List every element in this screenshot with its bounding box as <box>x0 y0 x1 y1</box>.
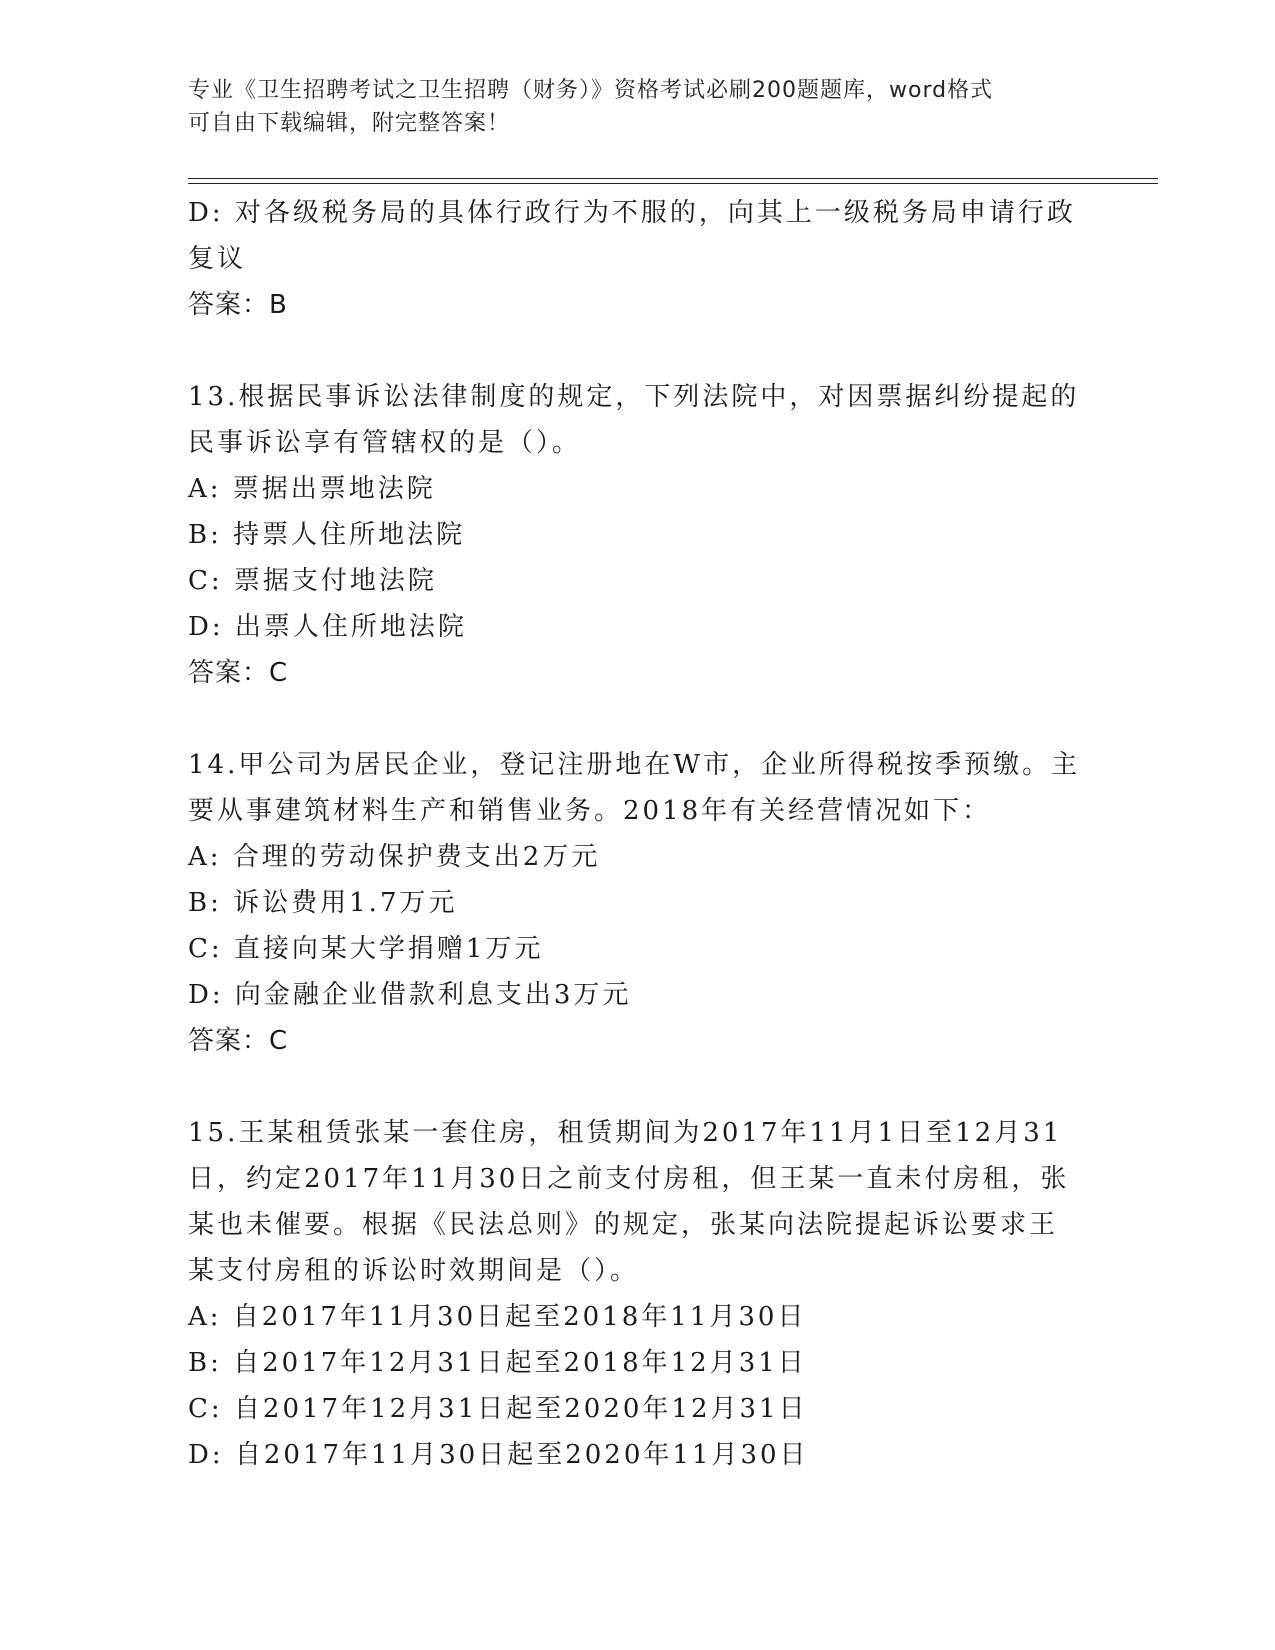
question-14 <box>188 742 1088 1064</box>
question-text-line: 某支付房租的诉讼时效期间是（）。 <box>188 1256 640 1286</box>
option-d: D: 出票人住所地法院 <box>188 612 467 642</box>
header-line-2: 可自由下载编辑，附完整答案！ <box>188 111 511 136</box>
header-rule-top <box>188 178 1158 179</box>
spacer <box>188 696 1088 742</box>
question-text-line: 13.根据民事诉讼法律制度的规定，下列法院中，对因票据纠纷提起的 <box>188 382 1080 412</box>
option-c: C: 自2017年12月31日起至2020年12月31日 <box>188 1394 808 1424</box>
option-c: C: 票据支付地法院 <box>188 566 437 596</box>
spacer <box>188 1064 1088 1110</box>
option-c: C: 直接向某大学捐赠1万元 <box>188 934 544 964</box>
question-15 <box>188 1110 1088 1478</box>
header-rule-bottom <box>188 183 1158 184</box>
answer-line: 答案：B <box>188 290 288 320</box>
question-text-line: 15.王某租赁张某一套住房，租赁期间为2017年11月1日至12月31 <box>188 1118 1063 1148</box>
option-d-line-2: 复议 <box>188 244 247 274</box>
header-line-1: 专业《卫生招聘考试之卫生招聘（财务）》资格考试必刷200题题库，word格式 <box>188 78 994 103</box>
spacer <box>188 328 1088 374</box>
document-header <box>188 74 1088 140</box>
document-body <box>188 190 1088 1478</box>
option-b: B: 自2017年12月31日起至2018年12月31日 <box>188 1348 807 1378</box>
option-d-line-1: D: 对各级税务局的具体行政行为不服的，向其上一级税务局申请行政 <box>188 198 1076 228</box>
previous-question-fragment <box>188 190 1088 328</box>
option-a: A: 自2017年11月30日起至2018年11月30日 <box>188 1302 807 1332</box>
question-text-line: 要从事建筑材料生产和销售业务。2018年有关经营情况如下： <box>188 796 992 826</box>
option-a: A: 合理的劳动保护费支出2万元 <box>188 842 601 872</box>
question-text-line: 某也未催要。根据《民法总则》的规定，张某向法院提起诉讼要求王 <box>188 1210 1059 1240</box>
answer-line: 答案：C <box>188 658 289 688</box>
option-d: D: 自2017年11月30日起至2020年11月30日 <box>188 1440 809 1470</box>
option-b: B: 诉讼费用1.7万元 <box>188 888 458 918</box>
option-b: B: 持票人住所地法院 <box>188 520 466 550</box>
question-text-line: 14.甲公司为居民企业，登记注册地在W市，企业所得税按季预缴。主 <box>188 750 1081 780</box>
option-d: D: 向金融企业借款利息支出3万元 <box>188 980 632 1010</box>
question-text-line: 日，约定2017年11月30日之前支付房租，但王某一直未付房租，张 <box>188 1164 1070 1194</box>
question-13 <box>188 374 1088 696</box>
option-a: A: 票据出票地法院 <box>188 474 436 504</box>
question-text-line: 民事诉讼享有管辖权的是（）。 <box>188 428 582 458</box>
answer-line: 答案：C <box>188 1026 289 1056</box>
